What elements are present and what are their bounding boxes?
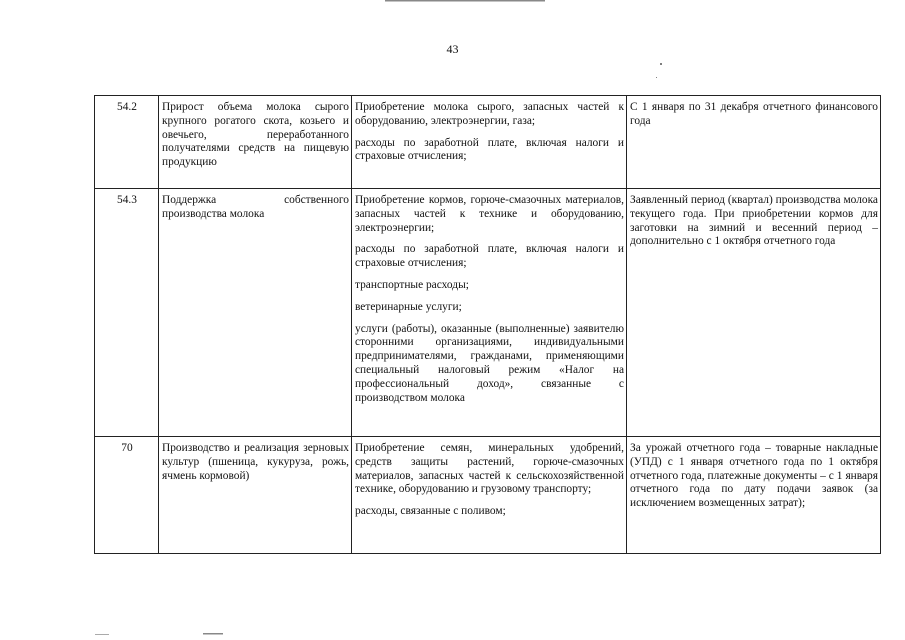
cost-item: Приобретение кормов, горюче-смазочных материалов, запасных частей к технике и оборудованию, электроэнергии;	[355, 194, 624, 234]
row-code: 70	[95, 437, 159, 554]
cost-item: расходы, связанные с поливом;	[355, 505, 506, 518]
cost-item: Приобретение семян, минеральных удобрений, средств защиты растений, горюче-смазочных материалов, запасных частей к сельскохозяйственной технике, оборудованию и грузовому транспорту;	[355, 442, 624, 496]
row-costs	[352, 96, 627, 189]
scan-speck	[656, 77, 657, 78]
table-row	[95, 437, 881, 554]
scan-speck	[660, 63, 662, 65]
row-period: С 1 января по 31 декабря отчетного финансового года	[627, 96, 881, 189]
top-scan-artifact	[0, 0, 905, 4]
cost-item: транспортные расходы;	[355, 278, 469, 291]
row-costs	[352, 437, 627, 554]
table-row	[95, 189, 881, 437]
row-code: 54.3	[95, 189, 159, 437]
cost-item: расходы по заработной плате, включая налоги и страховые отчисления;	[355, 243, 624, 270]
row-period: Заявленный период (квартал) производства молока текущего года. При приобретении кормов для заготовки на зимний и весенний период – дополнительно с 1 октября отчетного года	[627, 189, 881, 437]
row-period: За урожай отчетного года – товарные накладные (УПД) с 1 января отчетного года по 1 октября отчетного года, платежные документы – с 1 января отчетного года по дату подачи заявок (за исключением возмещенных затрат);	[627, 437, 881, 554]
bottom-scan-artifact	[95, 633, 295, 637]
cost-item: расходы по заработной плате, включая налоги и страховые отчисления;	[355, 136, 624, 163]
row-code: 54.2	[95, 96, 159, 189]
page-number: 43	[446, 42, 459, 56]
cost-item: ветеринарные услуги;	[355, 300, 462, 313]
row-costs	[352, 189, 627, 437]
cost-item: Приобретение молока сырого, запасных частей к оборудованию, электроэнергии, газа;	[355, 101, 624, 127]
cost-item: услуги (работы), оказанные (выполненные) заявителю сторонними организациями, индивидуальными предпринимателями, гражданами, применяющими специальный налоговый режим «Налог на профессиональный доход», связанные с производством молока	[355, 322, 624, 404]
expenses-table	[94, 95, 881, 554]
table-row	[95, 96, 881, 189]
row-name: Прирост объема молока сырого крупного рогатого скота, козьего и овечьего, переработанного получателями средств на пищевую продукцию	[159, 96, 352, 189]
row-name: Поддержка собственного производства молока	[159, 189, 352, 437]
row-name: Производство и реализация зерновых культур (пшеница, кукуруза, рожь, ячмень кормовой)	[159, 437, 352, 554]
